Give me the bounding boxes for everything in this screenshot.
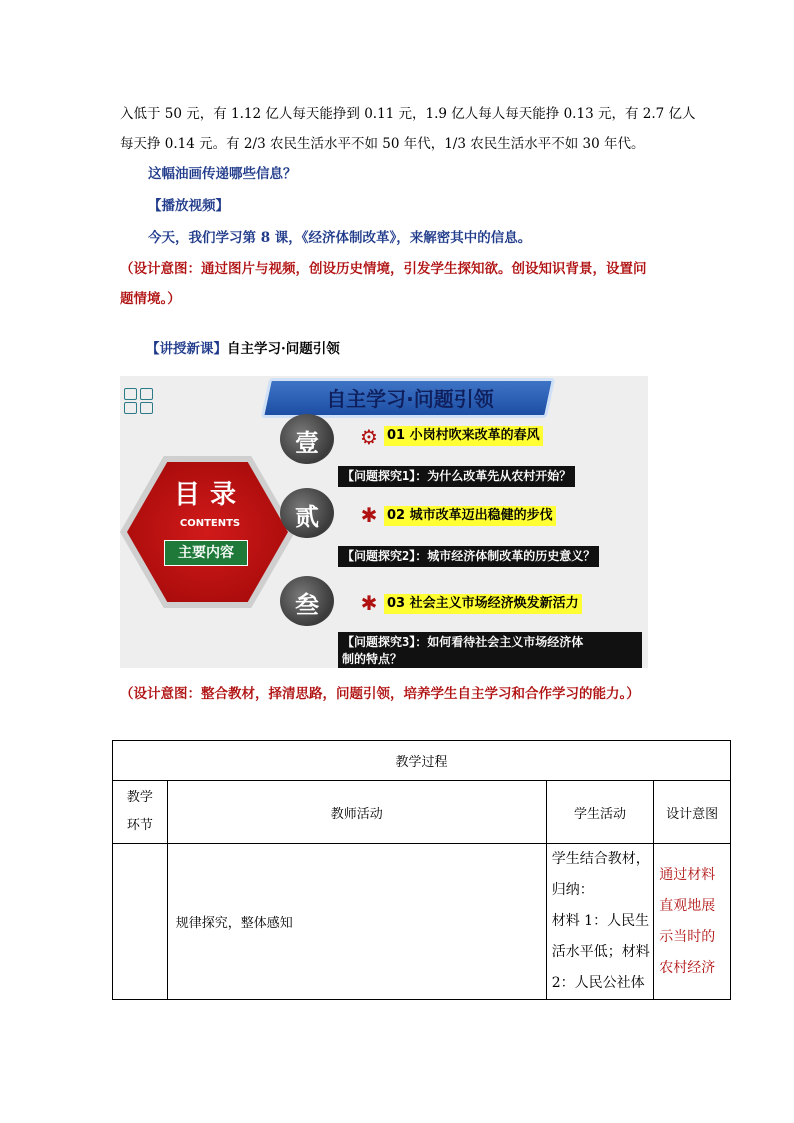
section-question: 【问题探究1】：为什么改革先从农村开始？ — [338, 466, 575, 487]
new-lesson-text: 自主学习·问题引领 — [227, 341, 340, 357]
section-topic: 03 社会主义市场经济焕发新活力 — [384, 594, 582, 614]
stage-cell — [113, 844, 168, 1000]
text-line: 2：人民公社体 — [551, 975, 645, 991]
header-stage-line: 教学 — [126, 790, 153, 805]
puzzle-icon: ✱ — [360, 591, 378, 615]
new-lesson-heading — [146, 339, 340, 359]
new-lesson-tag: 【讲授新课】 — [146, 341, 227, 357]
text-line: 材料 1：人民生 — [551, 913, 650, 929]
section-number: 贰 — [295, 502, 319, 531]
header-stage-line: 环节 — [126, 818, 153, 833]
header-stage — [113, 781, 168, 844]
header-student: 学生活动 — [546, 781, 654, 844]
text-line: 学生结合教材， — [551, 851, 650, 867]
question-line: 制的特点？ — [342, 652, 403, 666]
design-intent-line: （设计意图：通过图片与视频，创设历史情境，引发学生探知欲。创设知识背景，设置问 — [120, 261, 647, 277]
table-title: 教学过程 — [113, 741, 731, 781]
catalog-label: 目录 — [173, 480, 246, 510]
text-line: 归纳： — [551, 882, 594, 898]
section-topic: 01 小岗村吹来改革的春风 — [384, 426, 543, 446]
main-content-label: 主要内容 — [164, 540, 248, 566]
design-intent-cell — [654, 844, 731, 1000]
section-question — [338, 632, 642, 668]
question-text: 这幅油画传递哪些信息？ — [148, 166, 297, 182]
student-activity — [546, 844, 654, 1000]
section-topic: 02 城市改革迈出稳健的步伐 — [384, 506, 556, 526]
paragraph-line: 入低于 50 元，有 1.12 亿人每天能挣到 0.11 元，1.9 亿人每人每天能挣 0.13 元，有 2.7 亿人 — [120, 106, 696, 122]
teaching-process-table — [112, 740, 731, 1000]
section-number: 壹 — [295, 428, 319, 457]
play-video-label: 【播放视频】 — [148, 198, 229, 214]
paragraph-line: 每天挣 0.14 元。有 2/3 农民生活水平不如 50 年代，1/3 农民生活水平不如 30 年代。 — [120, 136, 645, 152]
header-design: 设计意图 — [654, 781, 731, 844]
section-number: 叁 — [295, 590, 319, 619]
text-line: 活水平低；材料 — [551, 944, 650, 960]
puzzle-icon: ✱ — [360, 503, 378, 527]
contents-label: CONTENTS — [179, 518, 241, 529]
design-intent-line: 题情境。） — [120, 291, 181, 307]
text-line: 示当时的 — [659, 929, 716, 945]
grid-icon — [124, 388, 154, 414]
header-teacher: 教师活动 — [167, 781, 546, 844]
text-line: 直观地展 — [659, 898, 716, 914]
section-question: 【问题探究2】：城市经济体制改革的历史意义？ — [338, 546, 599, 567]
design-intent-lines — [654, 844, 730, 984]
question-line: 【问题探究3】：如何看待社会主义市场经济体 — [342, 635, 584, 649]
design-intent-line: （设计意图：整合教材，择清思路，问题引领，培养学生自主学习和合作学习的能力。） — [120, 686, 640, 702]
slide-title: 自主学习·问题引领 — [326, 387, 494, 411]
text-line: 农村经济 — [659, 960, 716, 976]
student-activity-lines — [547, 844, 654, 999]
slide-image — [120, 376, 648, 668]
text-line: 通过材料 — [659, 867, 716, 883]
today-text: 今天，我们学习第 8 课，《经济体制改革》，来解密其中的信息。 — [148, 230, 532, 246]
gear-icon: ⚙ — [360, 425, 378, 449]
teacher-activity: 规律探究，整体感知 — [167, 844, 546, 1000]
